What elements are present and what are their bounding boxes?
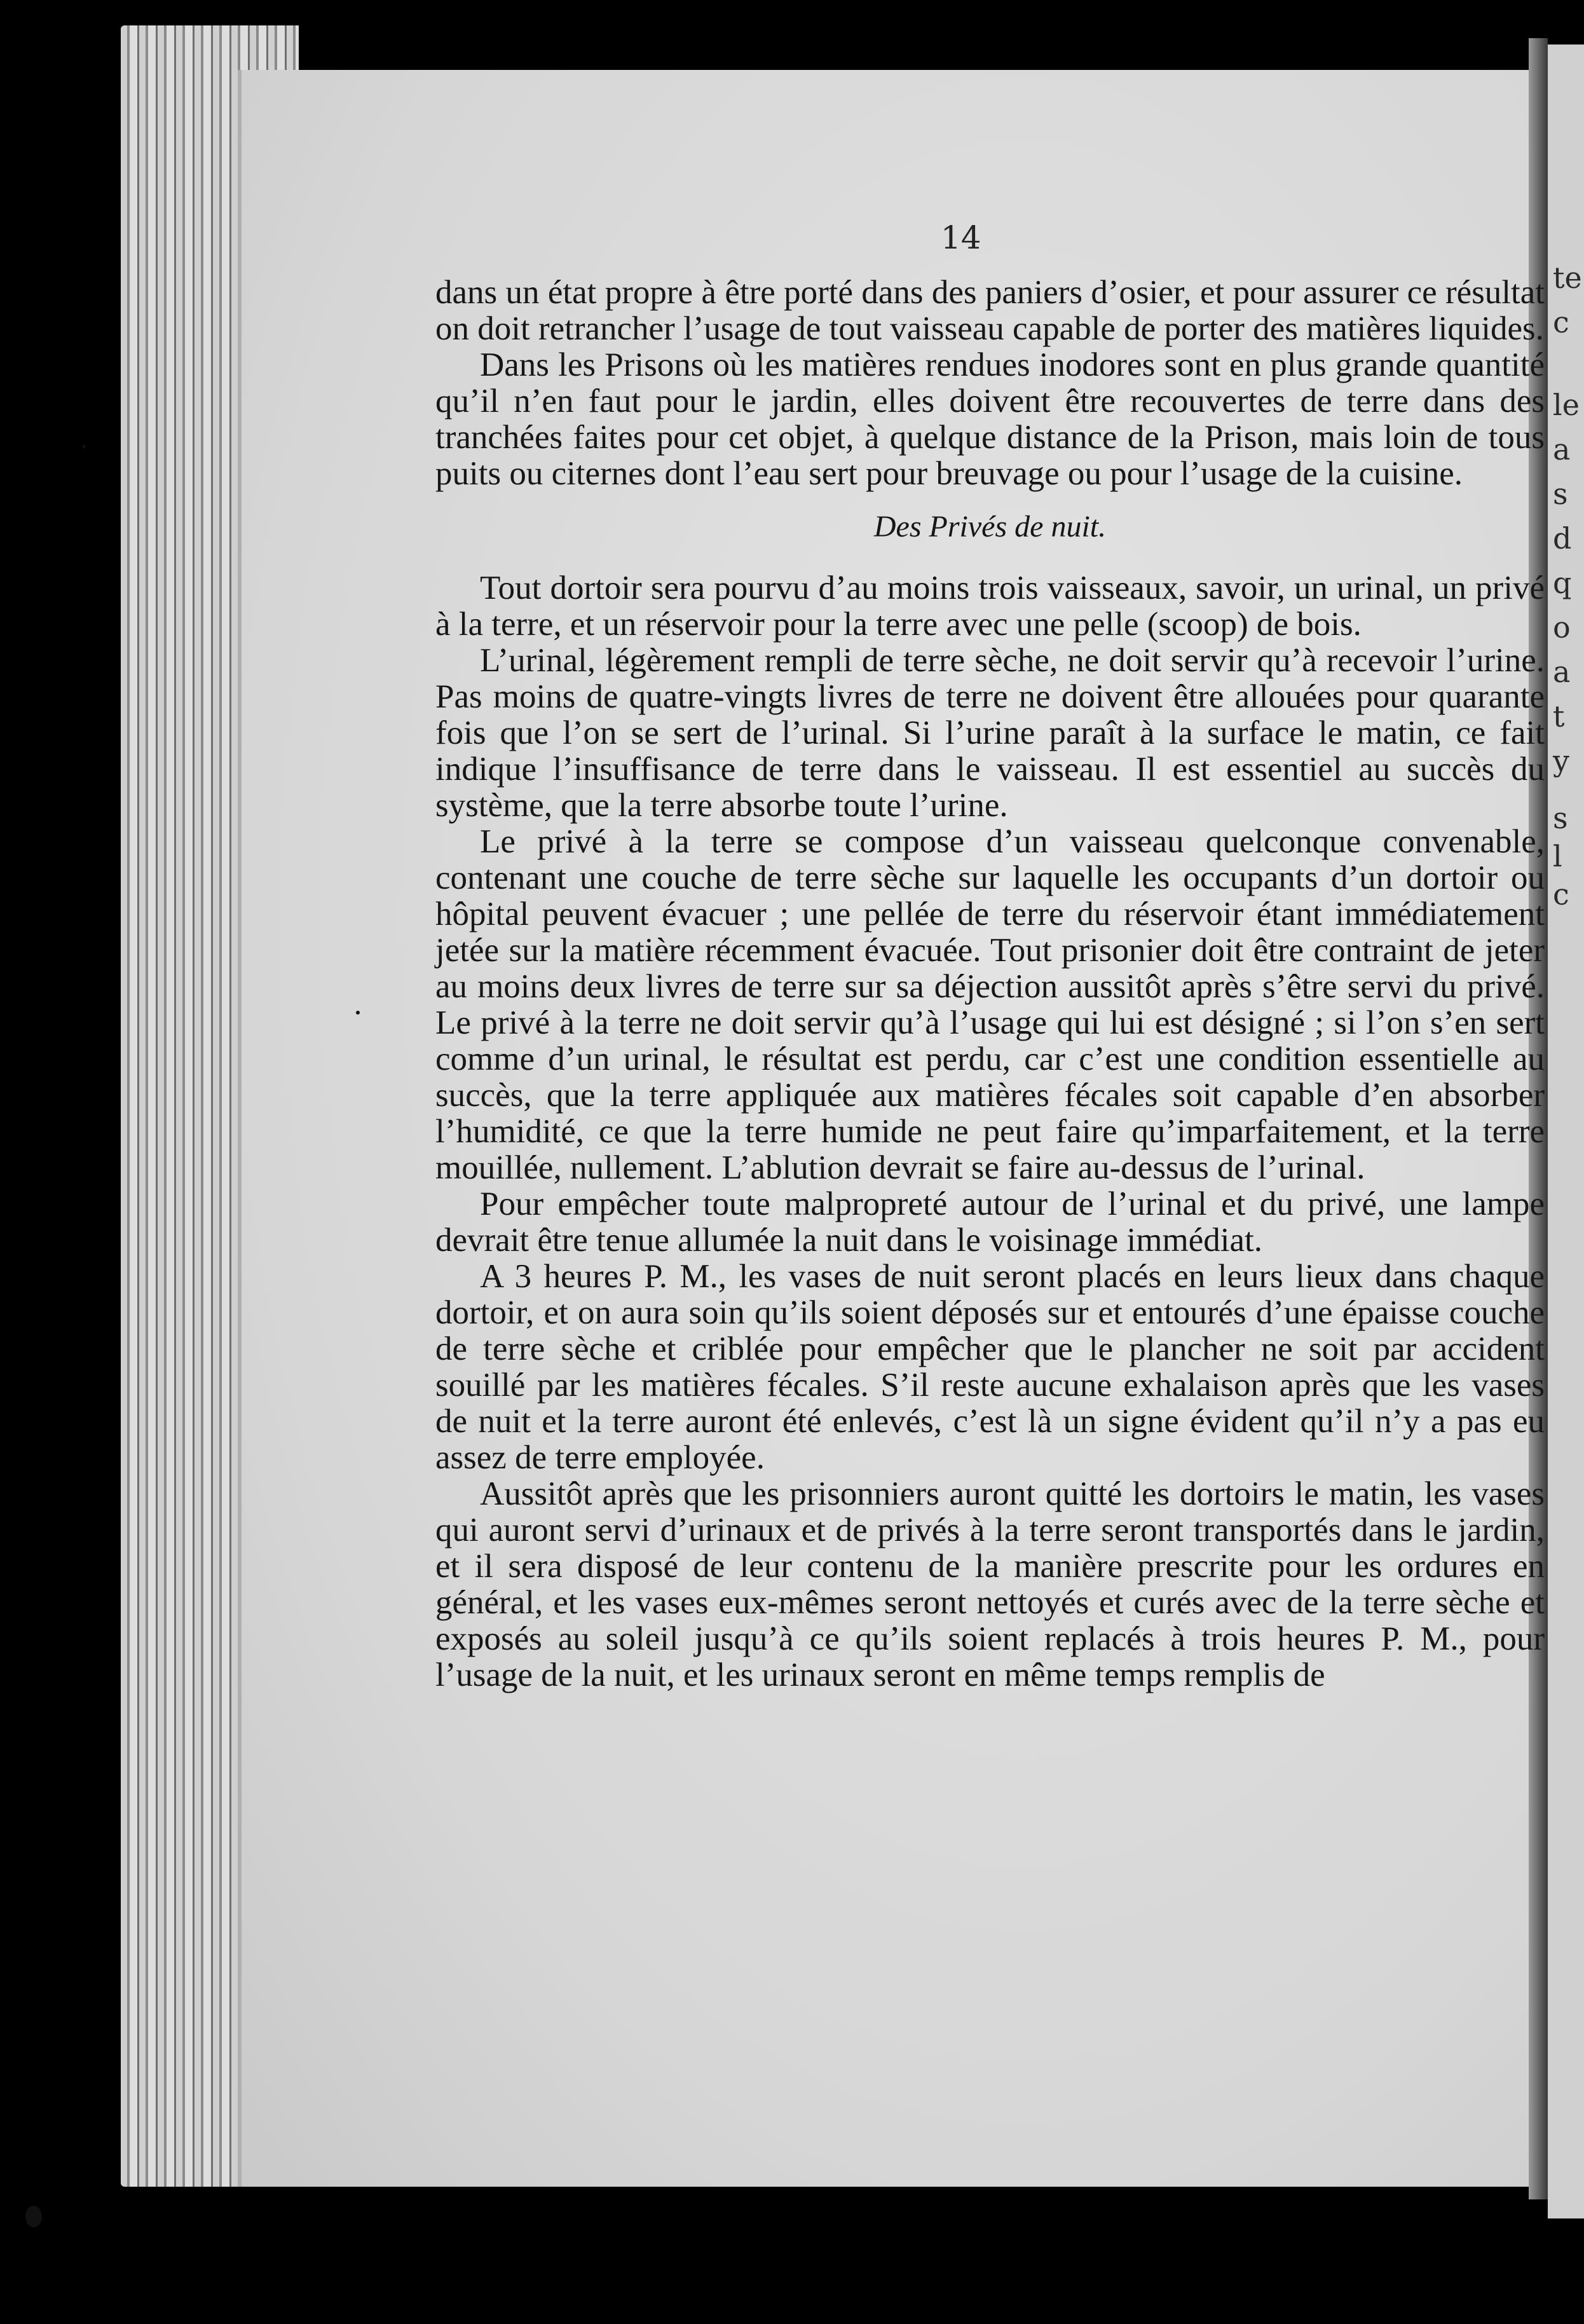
- dust-speck: [356, 1011, 360, 1015]
- adjacent-page-fragment: a: [1553, 655, 1571, 689]
- paragraph: Aussitôt après que les prisonniers auront quitté les dortoirs le matin, les vases qui auront servi d’urinaux et de privés à la terre seront transportés dans le jardin, et il sera disposé de leur contenu de la manière prescrite pour les ordures en général, et les vases eux-mêmes seront nettoyés et curés avec de la terre sèche et exposés au soleil jusqu’à ce qu’ils soient replacés à trois heures P. M., pour l’usage de la nuit, et les urinaux seront en même temps remplis de: [435, 1475, 1545, 1693]
- paragraph: Le privé à la terre se compose d’un vaisseau quelconque convenable, contenant une couche de terre sèche sur laquelle les occupants d’un dortoir ou hôpital peuvent évacuer ; une pellée de terre du réservoir étant immédiatement jetée sur la matière récemment évacuée. Tout prisonier doit être contraint de jeter au moins deux livres de terre sur sa déjection aussitôt après s’être servi du privé. Le privé à la terre ne doit servir qu’à l’usage qui lui est désigné ; si l’on s’en sert comme d’un urinal, le résultat est perdu, car c’est une condition essentielle au succès, que la terre appliquée aux matières fécales soit capable d’en absorber l’humidité, ce que la terre humide ne peut faire qu’imparfaitement, et la terre mouillée, nullement. L’ablution devrait se faire au-dessus de l’urinal.: [435, 823, 1545, 1186]
- paragraph: dans un état propre à être porté dans des paniers d’osier, et pour assurer ce résultat on doit retrancher l’usage de tout vaisseau capable de porter des matières liquides.: [435, 274, 1545, 347]
- adjacent-page-fragment: c: [1553, 305, 1569, 339]
- paragraph: A 3 heures P. M., les vases de nuit seront placés en leurs lieux dans chaque dortoir, et on aura soin qu’ils soient déposés sur et entourés d’une épaisse couche de terre sèche et criblée pour empêcher que le plancher ne soit par accident souillé par les matières fécales. S’il reste aucune exhalaison après que les vases de nuit et la terre auront été enlevés, c’est là un signe évident qu’il n’y a pas eu assez de terre employée.: [435, 1258, 1545, 1476]
- adjacent-page-fragment: q: [1553, 566, 1572, 600]
- dust-speck: [25, 2206, 42, 2227]
- adjacent-page-fragment: c: [1553, 877, 1569, 912]
- adjacent-page-edge: [1548, 44, 1584, 2218]
- adjacent-page-fragment: a: [1553, 432, 1571, 467]
- adjacent-page-fragment: t: [1553, 699, 1565, 734]
- adjacent-page-fragment: y: [1553, 744, 1569, 778]
- paragraph: Dans les Prisons où les matières rendues inodores sont en plus grande quantité qu’il n’en faut pour le jardin, elles doivent être recouvertes de terre dans des tranchées faites pour cet objet, à quelque distance de la Prison, mais loin de tous puits ou citernes dont l’eau sert pour breuvage ou pour l’usage de la cuisine.: [435, 346, 1545, 492]
- paragraph: Pour empêcher toute malpropreté autour de l’urinal et du privé, une lampe devrait être tenue allumée la nuit dans le voisinage immédiat.: [435, 1186, 1545, 1259]
- adjacent-page-fragment: te: [1553, 261, 1582, 295]
- paragraph: Tout dortoir sera pourvu d’au moins trois vaisseaux, savoir, un urinal, un privé à la terre, et un réservoir pour la terre avec une pelle (scoop) de bois.: [435, 570, 1545, 643]
- adjacent-page-fragment: s: [1553, 801, 1568, 835]
- adjacent-page-fragment: o: [1553, 610, 1571, 645]
- adjacent-page-fragment: le: [1553, 388, 1580, 422]
- dust-speck: [83, 445, 86, 448]
- section-heading: Des Privés de nuit.: [873, 510, 1107, 543]
- paragraph: L’urinal, légèrement rempli de terre sèche, ne doit servir qu’à recevoir l’urine. Pas moins de quatre-vingts livres de terre ne doivent être allouées pour quarante fois que l’on se sert de l’urinal. Si l’urine paraît à la surface le matin, ce fait indique l’insuffisance de terre dans le vaisseau. Il est essentiel au succès du système, que la terre absorbe toute l’urine.: [435, 642, 1545, 824]
- adjacent-page-fragment: s: [1553, 477, 1568, 511]
- page-number: 14: [941, 219, 981, 256]
- adjacent-page-fragment: l: [1553, 839, 1562, 873]
- page-body: [435, 275, 1545, 1693]
- adjacent-page-fragment: d: [1553, 521, 1572, 556]
